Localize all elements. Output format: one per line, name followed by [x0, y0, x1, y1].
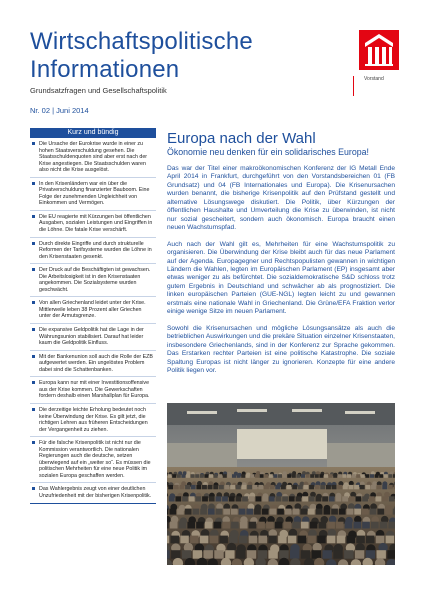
summary-item [30, 483, 156, 502]
summary-item-text: Durch direkte Eingriffe und durch strukturelle Reformen der Tarifsysteme wurden die Löhne in den Krisenstaaten gesenkt. [39, 240, 152, 260]
bullet-icon [32, 328, 35, 331]
summary-item-text: Die Ursache der Eurokrise wurde in einer zu hohen Staatsverschuldung gesehen. Die Staatsschuldenquoten sind aber erst nach der Krise angestiegen. Die Staatsschulden waren also nicht die Krise ausgelöst. [39, 141, 148, 174]
conference-photo [167, 403, 395, 565]
bullet-icon [32, 355, 35, 358]
bullet-icon [32, 242, 35, 245]
summary-item-text: Mit der Bankenunion soll auch die Rolle der EZB aufgewertet werden. Ein ungelöstes Problem dabei sind die Schattenbanken. [39, 353, 153, 373]
logo-label: Vorstand [364, 76, 384, 82]
title-line-1: Wirtschaftspolitische [30, 28, 253, 55]
summary-item-text: Die expansive Geldpolitik hat die Lage in der Währungsunion stabilisiert. Darauf hat leider kaum die Geldpolitik Einfluss. [39, 327, 144, 347]
logo-divider [353, 76, 354, 96]
summary-sidebar [30, 128, 156, 504]
summary-item-text: Europa kann nur mit einer Investitionsoffensive aus der Krise kommen. Die Gewerkschaften fordern deshalb einen Marshallplan für Europa. [39, 380, 150, 400]
summary-item [30, 351, 156, 378]
summary-item [30, 178, 156, 211]
article-paragraph-1: Das war der Titel einer makroökonomischen Konferenz der IG Metall Ende April 2014 in Frankfurt, durchgeführt von den Vorstandsbereichen 01 (FB Grundsatz) und 04 (FB Internationales und Europa). Die Krisenursachen wurden benannt, die bisherige Krisenpolitik auf den Prüfstand gestellt und alternative Lösungswege diskutiert. Die Politik, über Kürzungen der öffentlichen Haushalte und Umverteilung die Krise zu überwinden, ist nicht nur sozial gescheitert, sondern auch ökonomisch. Europa braucht einen neuen Wachstumspfad. [167, 165, 395, 232]
article [167, 130, 395, 383]
summary-item-text: Von allen Griechenland leidet unter der Krise. Mittlerweile leben 38 Prozent aller Griechen unter der Armutsgrenze. [39, 300, 146, 320]
title-line-2: Informationen [30, 56, 180, 83]
summary-item [30, 238, 156, 265]
bullet-icon [32, 182, 35, 185]
bullet-icon [32, 408, 35, 411]
logo [356, 30, 402, 82]
ig-metall-logo-icon [359, 30, 399, 70]
summary-item-text: Die EU reagierte mit Kürzungen bei öffentlichen Ausgaben, sozialen Leistungen und Eingriffen in die Löhne. Die fatale Krise verschärft. [39, 213, 153, 234]
bullet-icon [32, 441, 35, 444]
summary-item [30, 404, 156, 437]
summary-item [30, 377, 156, 404]
bullet-icon [32, 215, 35, 218]
summary-item [30, 297, 156, 324]
bullet-icon [32, 268, 35, 271]
summary-item-text: In den Krisenländern war ein über die Privatverschuldung finanzierter Bauboom. Eine Folge der zunehmenden Ungleichheit von Einkommen und Vermögen. [39, 180, 150, 207]
summary-item [30, 324, 156, 351]
summary-item [30, 264, 156, 297]
conference-hall-image [167, 403, 395, 565]
summary-item [30, 211, 156, 238]
publication-title [30, 28, 350, 84]
summary-item [30, 437, 156, 483]
article-paragraph-3: Sowohl die Krisenursachen und mögliche Lösungsansätze als auch die betrieblichen Auswirkungen und die prekäre Situation einzelner Krisenstaaten, insbesondere Griechenlands, sind in der Konferenz zur Sprache gekommen. Das Erstarken rechter Parteien ist eine politische Katastrophe. Die soziale Spaltung Europas ist nicht länger zu ignorieren. Konzepte für eine andere Politik liegen vor. [167, 324, 395, 374]
summary-item-text: Für die falsche Krisenpolitik ist nicht nur die Kommission verantwortlich. Die nationalen Regierungen auch die deutsche, setzen überwiegend auf ein „weiter so“. Es müssen die politischen Mehrheiten für eine neue Politik im sozialen Europa geschaffen werden. [39, 440, 151, 479]
sidebar-heading: Kurz und bündig [30, 128, 156, 138]
article-headline: Europa nach der Wahl [167, 130, 316, 147]
issue-number: Nr. 02 | Juni 2014 [30, 106, 89, 115]
masthead [30, 28, 350, 115]
publication-subtitle: Grundsatzfragen und Gesellschaftspolitik [30, 86, 167, 95]
bullet-icon [32, 142, 35, 145]
bullet-icon [32, 381, 35, 384]
bullet-icon [32, 301, 35, 304]
summary-list [30, 138, 156, 504]
summary-item [30, 138, 156, 178]
summary-item-text: Das Wahlergebnis zeugt von einer deutlichen Unzufriedenheit mit der bisherigen Krisenpolitik. [39, 486, 152, 499]
bullet-icon [32, 487, 35, 490]
article-subheadline: Ökonomie neu denken für ein solidarisches Europa! [167, 147, 369, 157]
article-paragraph-2: Auch nach der Wahl gilt es, Mehrheiten für eine Wachstumspolitik zu organisieren. Die Überwindung der Krise bleibt auch für das neue Parlament auf der Agenda. Europagegner und Rechtspopulisten gewannen in wichtigen Ländern die Wahlen, legten im Europäischen Parlament (EP) insgesamt aber etwas weniger zu als befürchtet. Die sozialdemokratische S&D schloss trotz gutem Ergebnis in Deutschland und schwächer ab als prognostiziert. Die linken europäischen Parteien (GUE-NGL) legten leicht zu und gewannen erstmals eine nationale Wahl in Griechenland. Die Grüne/EFA Fraktion verlor einige wenige Sitze im neuen Parlament. [167, 240, 395, 316]
summary-item-text: Die derzeitige leichte Erholung bedeutet noch keine Überwindung der Krise. Es gilt jetzt, die richtigen Lehren aus früheren Entscheidungen der Vergangenheit zu ziehen. [39, 406, 148, 433]
summary-item-text: Der Druck auf die Beschäftigten ist gewachsen. Die Arbeitslosigkeit ist in den Krisenstaaten angekommen. Die Sozialsysteme wurden geschwächt. [39, 267, 151, 293]
